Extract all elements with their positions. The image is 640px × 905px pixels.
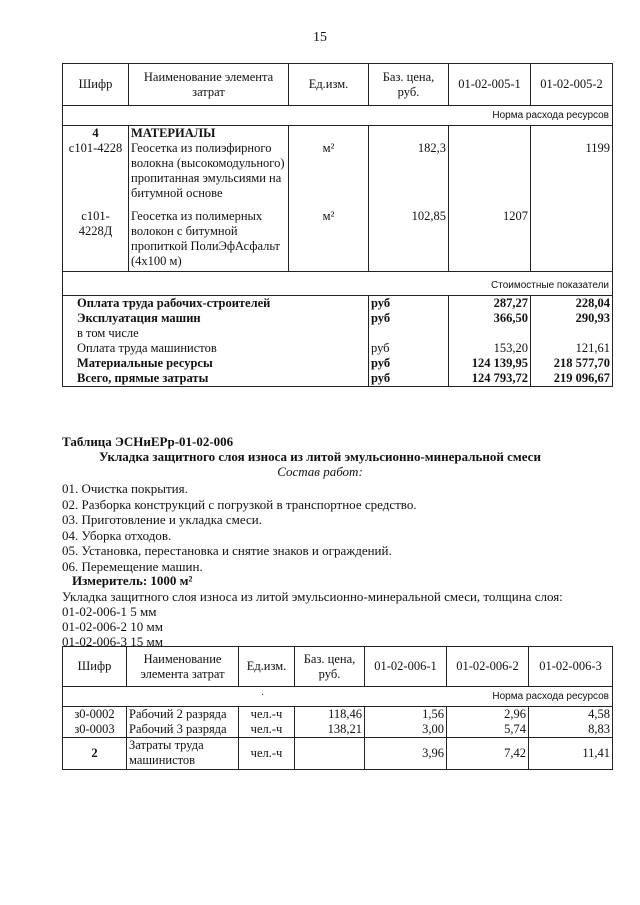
cost-name: Материальные ресурсы: [63, 356, 369, 371]
header-name: Наименование элемента затрат: [129, 64, 289, 106]
header-col2: 01-02-006-2: [447, 647, 529, 687]
cost-row: [63, 341, 613, 356]
cost-v2: 121,61: [531, 341, 613, 356]
row-v3: 11,41: [529, 738, 613, 770]
row-code: 2: [63, 738, 127, 770]
cost-unit: руб: [369, 296, 449, 312]
section-title: МАТЕРИАЛЫ: [131, 126, 216, 140]
row-v1: 3,96: [365, 738, 447, 770]
table-header-row: [63, 64, 613, 106]
header-code: Шифр: [63, 64, 129, 106]
cost-row: [63, 296, 613, 312]
header-code: Шифр: [63, 647, 127, 687]
row-unit: м²: [289, 126, 369, 202]
row-v1: [449, 126, 531, 202]
row-v2: [531, 201, 613, 272]
cost-label: Стоимостные показатели: [63, 272, 613, 296]
cost-name: Эксплуатация машин: [63, 311, 369, 326]
cost-name: Оплата труда рабочих-строителей: [63, 296, 369, 312]
row-v3: 4,58: [529, 707, 613, 723]
cost-v2: 290,93: [531, 311, 613, 326]
row-price: 138,21: [295, 722, 365, 738]
cost-unit: руб: [369, 341, 449, 356]
resource-table-006: [62, 646, 613, 770]
table-row: [63, 201, 613, 272]
cost-v2: 228,04: [531, 296, 613, 312]
row-v3: 8,83: [529, 722, 613, 738]
cost-v1: 366,50: [449, 311, 531, 326]
row-unit: чел.-ч: [239, 722, 295, 738]
row-code: с101-4228Д: [63, 201, 129, 272]
row-unit: м²: [289, 201, 369, 272]
cost-v2: 218 577,70: [531, 356, 613, 371]
table-row: [63, 738, 613, 770]
cost-unit: руб: [369, 311, 449, 326]
work-item: 05. Установка, перестановка и снятие знаков и ограждений.: [62, 543, 392, 558]
row-price: 118,46: [295, 707, 365, 723]
cost-row: [63, 356, 613, 371]
row-name: Геосетка из полиэфирного волокна (высокомодульного) пропитанная эмульсиями на битумной основе: [131, 141, 285, 200]
header-price: Баз. цена, руб.: [295, 647, 365, 687]
header-price: Баз. цена, руб.: [369, 64, 449, 106]
row-code: з0-0002: [63, 707, 127, 723]
section-number: 4: [92, 126, 99, 140]
row-unit: чел.-ч: [239, 707, 295, 723]
cost-v1: 124 793,72: [449, 371, 531, 387]
work-item: 04. Уборка отходов.: [62, 528, 172, 543]
row-name: Геосетка из полимерных волокон с битумной пропиткой ПолиЭфАсфальт (4х100 м): [129, 201, 289, 272]
row-price: 182,3: [369, 126, 449, 202]
variant-item: 01-02-006-3 15 мм: [62, 634, 163, 649]
cost-row: [63, 311, 613, 326]
description: Укладка защитного слоя износа из литой эмульсионно-минеральной смеси, толщина слоя:: [62, 589, 563, 604]
row-code: с101-4228: [68, 141, 123, 155]
cost-unit: руб: [369, 371, 449, 387]
header-unit: Ед.изм.: [239, 647, 295, 687]
row-v2: 7,42: [447, 738, 529, 770]
section-title: Укладка защитного слоя износа из литой эмульсионно-минеральной смеси: [99, 449, 541, 464]
cost-name: Оплата труда машинистов: [63, 341, 369, 356]
page-number: 15: [313, 30, 327, 45]
table-header-row: [63, 647, 613, 687]
variant-item: 01-02-006-1 5 мм: [62, 604, 157, 619]
variant-item: 01-02-006-2 10 мм: [62, 619, 163, 634]
cost-row: [63, 326, 613, 341]
row-name: Рабочий 2 разряда: [127, 707, 239, 723]
cost-name: в том числе: [63, 326, 369, 341]
table-label: Таблица ЭСНиЕРр-01-02-006: [62, 434, 234, 449]
cost-name: Всего, прямые затраты: [63, 371, 369, 387]
measure: Измеритель: 1000 м²: [72, 573, 193, 588]
norm-label: Норма расхода ресурсов: [492, 691, 609, 702]
work-item: 06. Перемещение машин.: [62, 559, 203, 574]
work-item: 01. Очистка покрытия.: [62, 481, 188, 496]
row-code: з0-0003: [63, 722, 127, 738]
row-unit: чел.-ч: [239, 738, 295, 770]
cost-v2: 219 096,67: [531, 371, 613, 387]
row-v1: 1207: [449, 201, 531, 272]
header-col3: 01-02-006-3: [529, 647, 613, 687]
header-col1: 01-02-005-1: [449, 64, 531, 106]
table-row: [63, 707, 613, 723]
composition-label: Состав работ:: [277, 464, 363, 479]
work-item: 03. Приготовление и укладка смеси.: [62, 512, 262, 527]
row-v1: 1,56: [365, 707, 447, 723]
table-row: [63, 722, 613, 738]
cost-v1: 287,27: [449, 296, 531, 312]
norm-label: Норма расхода ресурсов: [63, 106, 613, 126]
header-col1: 01-02-006-1: [365, 647, 447, 687]
scan-dot: ·: [261, 689, 265, 700]
cost-v1: 153,20: [449, 341, 531, 356]
row-price: [295, 738, 365, 770]
row-name: Рабочий 3 разряда: [127, 722, 239, 738]
cost-unit: руб: [369, 356, 449, 371]
header-name: Наименование элемента затрат: [127, 647, 239, 687]
table-row: [63, 126, 613, 202]
resource-table-005: [62, 63, 613, 387]
work-item: 02. Разборка конструкций с погрузкой в транспортное средство.: [62, 497, 417, 512]
header-col2: 01-02-005-2: [531, 64, 613, 106]
cost-row: [63, 371, 613, 387]
cost-v1: 124 139,95: [449, 356, 531, 371]
row-v2: 2,96: [447, 707, 529, 723]
row-v1: 3,00: [365, 722, 447, 738]
row-v2: 1199: [531, 126, 613, 202]
row-price: 102,85: [369, 201, 449, 272]
row-v2: 5,74: [447, 722, 529, 738]
header-unit: Ед.изм.: [289, 64, 369, 106]
row-name: Затраты труда машинистов: [127, 738, 239, 770]
